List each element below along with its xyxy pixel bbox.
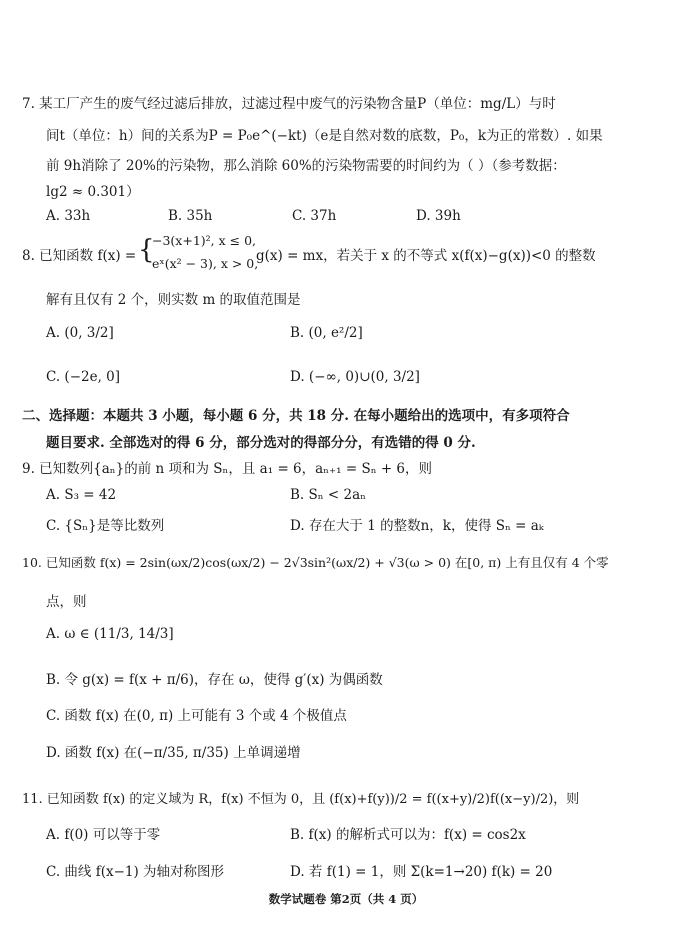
q11-stem: 11. 已知函数 f(x) 的定义域为 R，f(x) 不恒为 0，且 (f(x)+f(y))/2 = f((x+y)/2)f((x−y)/2)，则 (22, 792, 580, 807)
q10-option-c: C. 函数 f(x) 在(0, π) 上可能有 3 个或 4 个极值点 (46, 708, 347, 724)
q8-option-a: A. (0, 3/2] (46, 325, 114, 341)
q7-line-1: 7. 某工厂产生的废气经过滤后排放，过滤过程中废气的污染物含量P（单位：mg/L）与时 (22, 96, 556, 112)
q11-option-c: C. 曲线 f(x−1) 为轴对称图形 (46, 864, 225, 880)
q8-line-2: 解有且仅有 2 个，则实数 m 的取值范围是 (46, 292, 301, 308)
page-footer: 数学试题卷 第2页（共 4 页） (268, 892, 424, 906)
q7-option-b: B. 35h (168, 208, 213, 224)
q10-option-b: B. 令 g(x) = f(x + π/6)，存在 ω，使得 g′(x) 为偶函数 (46, 672, 383, 688)
q10-line-1: 10. 已知函数 f(x) = 2sin(ωx/2)cos(ωx/2) − 2√3sin²(ωx/2) + √3(ω > 0) 在[0, π) 上有且仅有 4 个零 (22, 555, 609, 570)
q10-line-2: 点，则 (46, 594, 87, 610)
q8-case-1: −3(x+1)², x ≤ 0, (152, 233, 257, 248)
q10-option-a: A. ω ∈ (11/3, 14/3] (46, 626, 174, 642)
q9-option-a: A. S₃ = 42 (46, 487, 117, 503)
q9-option-b: B. Sₙ < 2aₙ (290, 487, 366, 503)
q8-option-b: B. (0, e²/2] (290, 325, 363, 341)
q11-option-b: B. f(x) 的解析式可以为：f(x) = cos2x (290, 827, 526, 843)
q8-brace: { (138, 235, 155, 265)
q7-line-3: 前 9h消除了 20%的污染物，那么消除 60%的污染物需要的时间约为（ ）（参考数据： (46, 158, 566, 174)
q11-option-d: D. 若 f(1) = 1，则 Σ(k=1→20) f(k) = 20 (290, 864, 553, 880)
q10-option-d: D. 函数 f(x) 在(−π/35, π/35) 上单调递增 (46, 745, 301, 761)
q9-stem: 9. 已知数列{aₙ}的前 n 项和为 Sₙ，且 a₁ = 6，aₙ₊₁ = Sₙ + 6，则 (22, 461, 433, 477)
q8-stem-start: 8. 已知函数 f(x) = (22, 248, 137, 264)
section-2-line-2: 题目要求. 全部选对的得 6 分，部分选对的得部分分，有选错的得 0 分. (46, 435, 476, 451)
q7-line-2: 间t（单位：h）间的关系为P = P₀e^(−kt)（e是自然对数的底数，P₀，k为正的常数）. 如果 (46, 128, 603, 144)
q7-option-a: A. 33h (46, 208, 91, 224)
q8-stem-end: g(x) = mx，若关于 x 的不等式 x(f(x)−g(x))<0 的整数 (256, 248, 596, 264)
q7-line-4: lg2 ≈ 0.301） (46, 184, 140, 200)
q9-option-c: C. {Sₙ}是等比数列 (46, 518, 165, 534)
q8-option-d: D. (−∞, 0)∪(0, 3/2] (290, 369, 420, 385)
q7-option-d: D. 39h (416, 208, 461, 224)
q8-case-2: eˣ(x² − 3), x > 0, (152, 256, 259, 271)
q9-option-d: D. 存在大于 1 的整数n，k，使得 Sₙ = aₖ (290, 518, 544, 534)
q8-option-c: C. (−2e, 0] (46, 369, 121, 385)
section-2-line-1: 二、选择题：本题共 3 小题，每小题 6 分，共 18 分. 在每小题给出的选项中，有多项符合 (22, 408, 570, 424)
q11-option-a: A. f(0) 可以等于零 (46, 827, 161, 843)
q7-option-c: C. 37h (292, 208, 337, 224)
